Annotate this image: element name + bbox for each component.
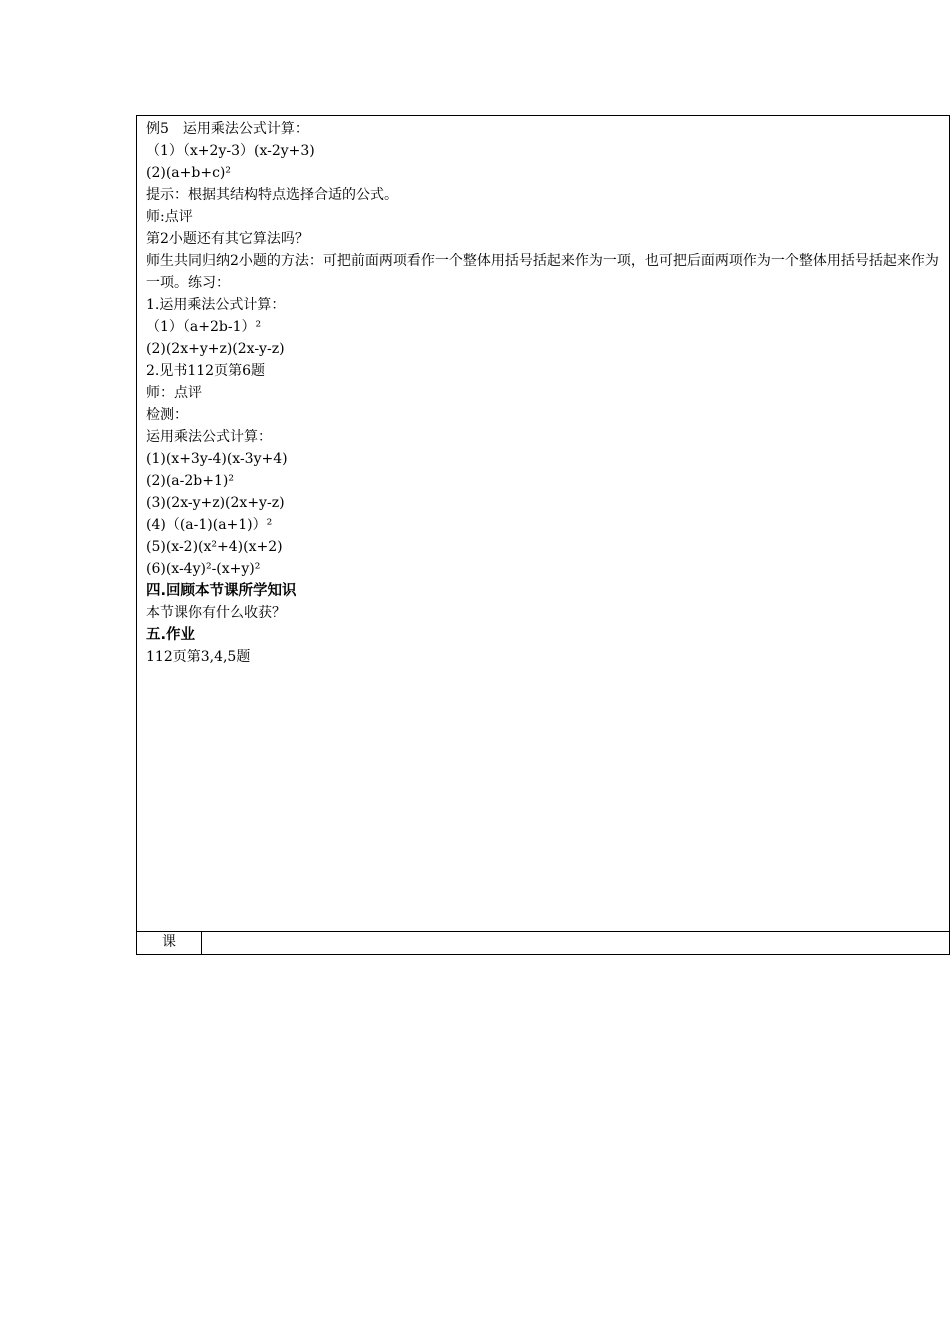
teacher-comment-1: 师:点评: [146, 209, 193, 225]
section-5-heading: 五.作业: [146, 627, 196, 643]
section-4-question: 本节课你有什么收获？: [146, 605, 286, 621]
test-heading: 检测：: [146, 407, 188, 423]
lesson-content-cell: [137, 116, 949, 932]
summary-paragraph: 师生共同归纳2小题的方法：可把前面两项看作一个整体用括号括起来作为一项，也可把后面两项作为一个整体用括号括起来作为一项。练习：: [146, 253, 939, 291]
exercise-2: 2.见书112页第6题: [146, 363, 265, 379]
test-item-2: (2)(a-2b+1)²: [146, 473, 234, 489]
test-item-3: (3)(2x-y+z)(2x+y-z): [146, 495, 285, 511]
test-item-1: (1)(x+3y-4)(x-3y+4): [146, 451, 288, 467]
exercise-1-item-2: (2)(2x+y+z)(2x-y-z): [146, 341, 285, 357]
hint-text: 提示：根据其结构特点选择合适的公式。: [146, 187, 398, 203]
test-item-6: (6)(x-4y)²-(x+y)²: [146, 561, 261, 577]
bottom-label-cell: 课: [137, 932, 202, 954]
bottom-row: [137, 931, 949, 954]
homework-text: 112页第3,4,5题: [146, 649, 251, 665]
example-5-item-1: （1）（x+2y-3）(x-2y+3): [146, 143, 315, 159]
exercise-1-item-1: （1）（a+2b-1）²: [146, 319, 262, 335]
lesson-table: [136, 115, 950, 955]
section-4-heading: 四.回顾本节课所学知识: [146, 583, 297, 599]
example-5-heading: 例5 运用乘法公式计算：: [146, 121, 309, 137]
test-item-4: (4)（(a-1)(a+1)）²: [146, 517, 273, 533]
example-5-item-2: (2)(a+b+c)²: [146, 165, 231, 181]
exercise-1-heading: 1.运用乘法公式计算：: [146, 297, 286, 313]
test-item-5: (5)(x-2)(x²+4)(x+2): [146, 539, 283, 555]
teacher-comment-2: 师：点评: [146, 385, 202, 401]
question-text: 第2小题还有其它算法吗？: [146, 231, 309, 247]
test-instruction: 运用乘法公式计算：: [146, 429, 272, 445]
